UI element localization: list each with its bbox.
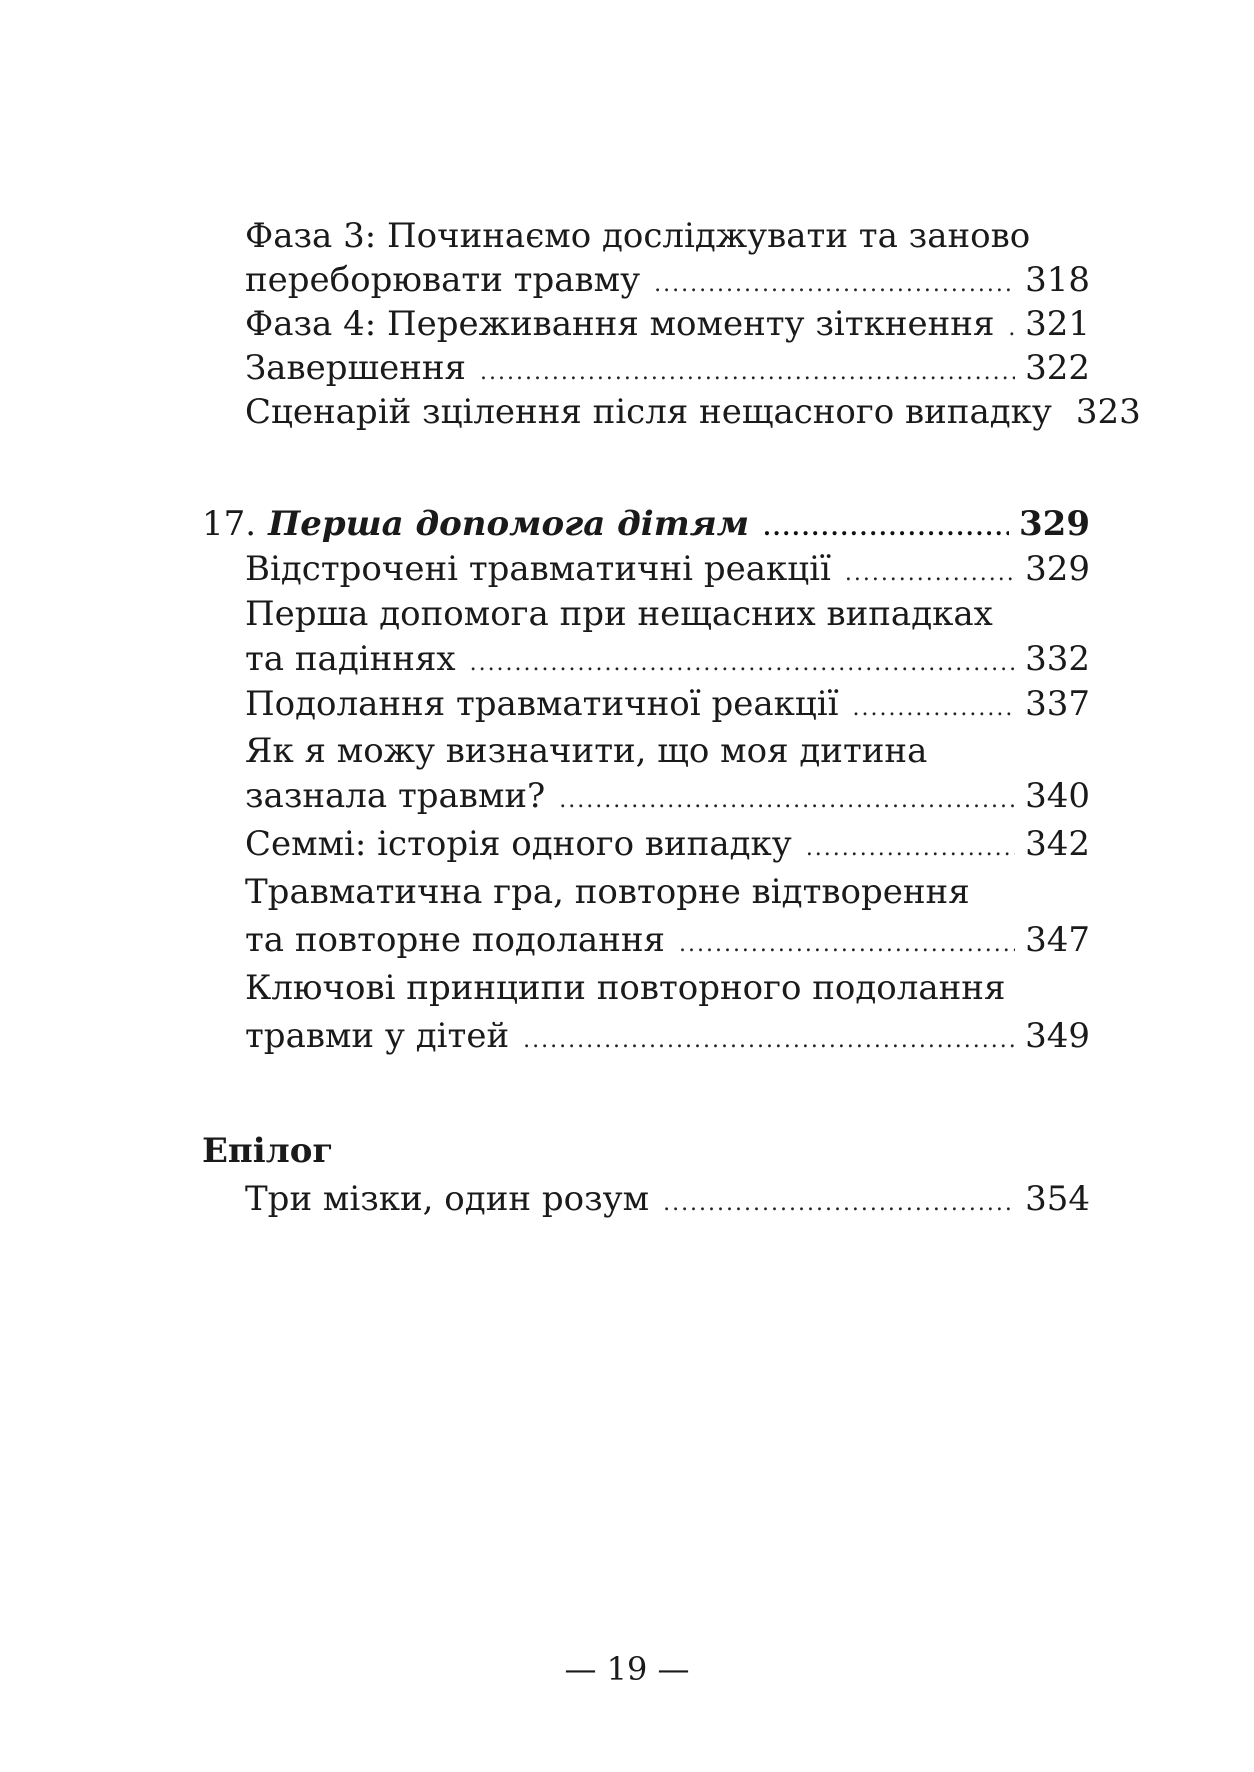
toc-entry-title: та падіннях: [245, 639, 456, 679]
toc-entry-title: Відстрочені травматичні реакції: [245, 549, 831, 589]
toc-entry-page: 340: [1025, 776, 1090, 816]
toc-entry-page: 329: [1025, 549, 1090, 589]
toc-entry-title: Три мізки, один розум: [245, 1179, 650, 1219]
toc-entry: [245, 388, 1141, 436]
toc-entry-title: Сценарій зцілення після нещасного випадку: [245, 392, 1052, 432]
toc-entry-page: 354: [1025, 1179, 1090, 1219]
chapter-title: Перша допомога дітям: [268, 504, 750, 544]
dot-leader: [806, 825, 1015, 873]
toc-entry: [245, 256, 1090, 304]
toc-entry-title: зазнала травми?: [245, 776, 546, 816]
toc-entry-title: травми у дітей: [245, 1016, 510, 1056]
epilogue-heading: Епілог: [202, 1131, 334, 1171]
toc-entry-title: Семмі: історія одного випадку: [245, 824, 792, 864]
toc-entry: [245, 545, 1090, 593]
page-number: — 19 —: [564, 1650, 690, 1688]
dot-leader: [852, 685, 1015, 733]
toc-chapter: [202, 500, 1090, 548]
toc-entry-line1: Фаза 3: Починаємо досліджувати та заново: [245, 216, 1031, 256]
toc-entry-page: 322: [1025, 348, 1090, 388]
dot-leader: [679, 921, 1015, 969]
toc-entry-line1: Ключові принципи повторного подолання: [245, 968, 1006, 1008]
dot-leader: [663, 1180, 1015, 1228]
toc-entry: [245, 772, 1090, 820]
toc-entry-title: Подолання травматичної реакції: [245, 684, 839, 724]
toc-entry: [245, 1175, 1090, 1223]
toc-entry-line1: Перша допомога при нещасних випадках: [245, 594, 993, 634]
toc-entry-page: 342: [1025, 824, 1090, 864]
toc-entry: [245, 916, 1090, 964]
toc-entry-line1: Травматична гра, повторне відтворення: [245, 872, 970, 912]
toc-entry: [245, 820, 1090, 868]
toc-entry-page: 337: [1025, 684, 1090, 724]
toc-entry-page: 323: [1075, 392, 1141, 432]
toc-entry-line1: Як я можу визначити, що моя дитина: [245, 731, 928, 771]
dot-leader: [559, 777, 1015, 825]
toc-entry-title: та повторне подолання: [245, 920, 665, 960]
toc-entry: [245, 1012, 1090, 1060]
toc-entry: [245, 300, 1090, 348]
toc-entry-title: Фаза 4: Переживання моменту зіткнення: [245, 304, 995, 344]
chapter-page: 329: [1019, 504, 1090, 544]
toc-entry-page: 321: [1025, 304, 1090, 344]
toc-entry: [245, 344, 1090, 392]
toc-entry-title: Завершення: [245, 348, 466, 388]
toc-entry-page: 347: [1025, 920, 1090, 960]
chapter-number: 17.: [202, 504, 257, 544]
toc-entry-title: переборювати травму: [245, 260, 641, 300]
toc-entry: [245, 680, 1090, 728]
toc-entry-page: 318: [1025, 260, 1090, 300]
dot-leader: [523, 1017, 1015, 1065]
toc-entry: [245, 635, 1090, 683]
toc-entry-page: 332: [1025, 639, 1090, 679]
toc-entry-page: 349: [1025, 1016, 1090, 1056]
